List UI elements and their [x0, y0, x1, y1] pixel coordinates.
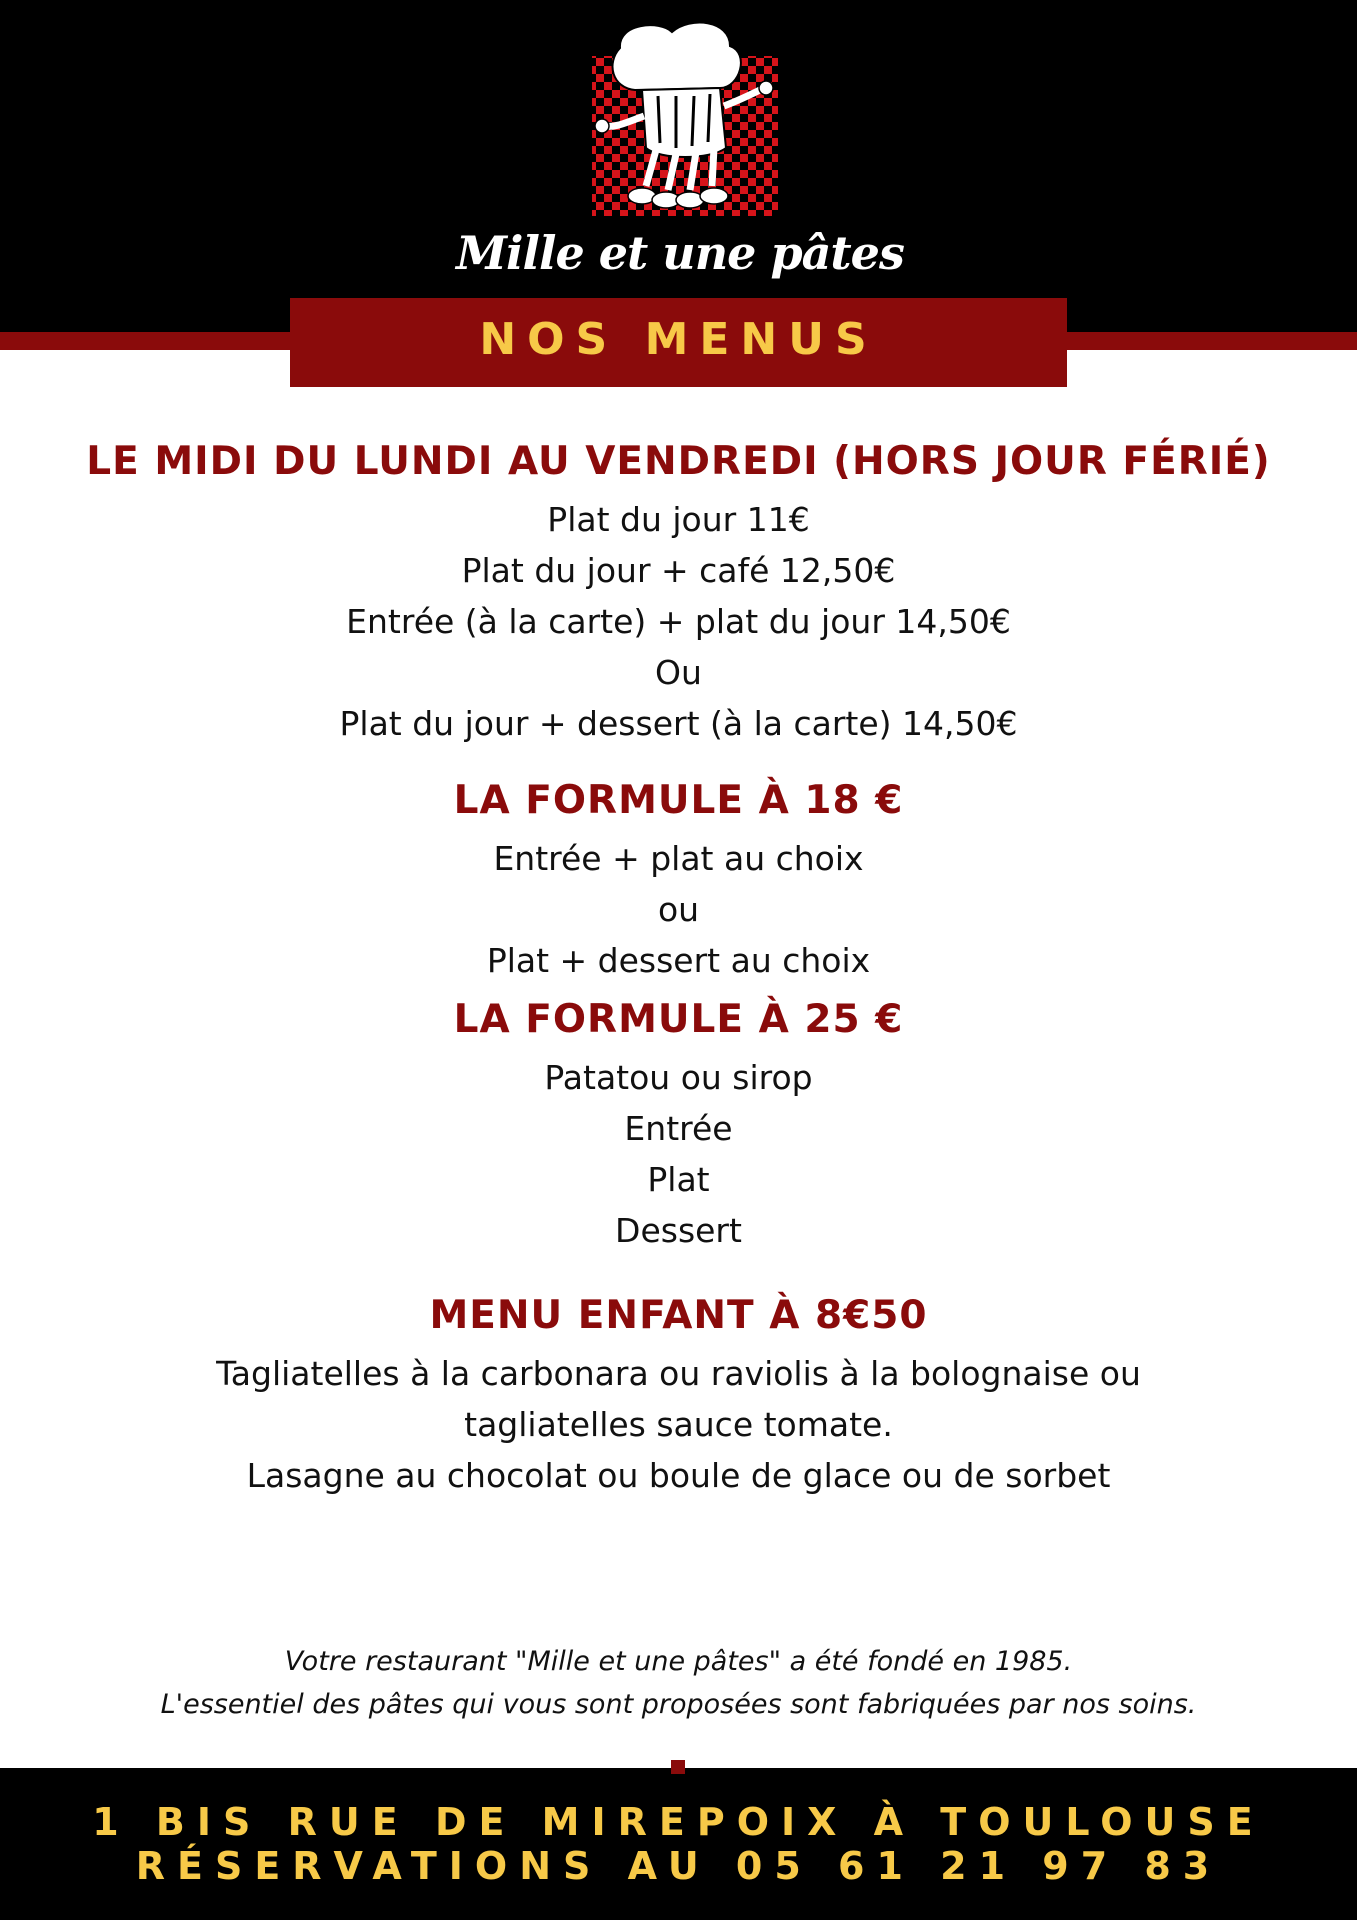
- menu-section-formule-18: [0, 769, 1357, 986]
- menu-line: Lasagne au chocolat ou boule de glace ou de sorbet: [246, 1456, 1111, 1495]
- menu-line: Plat du jour + café 12,50€: [461, 551, 896, 590]
- menu-line: Dessert: [615, 1211, 742, 1250]
- menu-line: Entrée + plat au choix: [493, 839, 864, 878]
- menu-line: Ou: [655, 653, 702, 692]
- menu-content: [0, 430, 1357, 1501]
- section-title: LA FORMULE À 18 €: [453, 778, 904, 823]
- chef-logo: [580, 18, 780, 228]
- section-title: MENU ENFANT À 8€50: [429, 1293, 928, 1338]
- footer: [0, 1800, 1357, 1888]
- menu-line: Patatou ou sirop: [544, 1058, 813, 1097]
- restaurant-notes: [0, 1640, 1357, 1726]
- note-line: Votre restaurant "Mille et une pâtes" a été fondé en 1985.: [284, 1646, 1073, 1677]
- menu-line: Plat du jour + dessert (à la carte) 14,50€: [339, 704, 1018, 743]
- menu-line: Plat + dessert au choix: [486, 941, 871, 980]
- footer-reservations: RÉSERVATIONS AU 05 61 21 97 83: [135, 1844, 1222, 1888]
- menu-section-midi: [0, 430, 1357, 749]
- section-title: LA FORMULE À 25 €: [453, 997, 904, 1042]
- menu-line: tagliatelles sauce tomate.: [464, 1405, 893, 1444]
- menu-line: ou: [657, 890, 700, 929]
- menu-section-enfant: [0, 1284, 1357, 1501]
- menu-line: Tagliatelles à la carbonara ou raviolis à la bolognaise ou: [216, 1354, 1141, 1393]
- menu-section-formule-25: [0, 988, 1357, 1256]
- brand-name: Mille et une pâtes: [456, 226, 904, 280]
- note-line: L'essentiel des pâtes qui vous sont proposées sont fabriquées par nos soins.: [160, 1689, 1197, 1720]
- page-title: NOS MENUS: [479, 314, 878, 365]
- footer-address: 1 BIS RUE DE MIREPOIX À TOULOUSE: [92, 1800, 1265, 1844]
- menu-line: Plat: [647, 1160, 710, 1199]
- menu-line: Entrée: [624, 1109, 733, 1148]
- divider-dot: [671, 1760, 685, 1774]
- menu-line: Entrée (à la carte) + plat du jour 14,50€: [346, 602, 1011, 641]
- section-title: LE MIDI DU LUNDI AU VENDREDI (HORS JOUR FÉRIÉ): [86, 439, 1271, 484]
- menu-line: Plat du jour 11€: [547, 500, 810, 539]
